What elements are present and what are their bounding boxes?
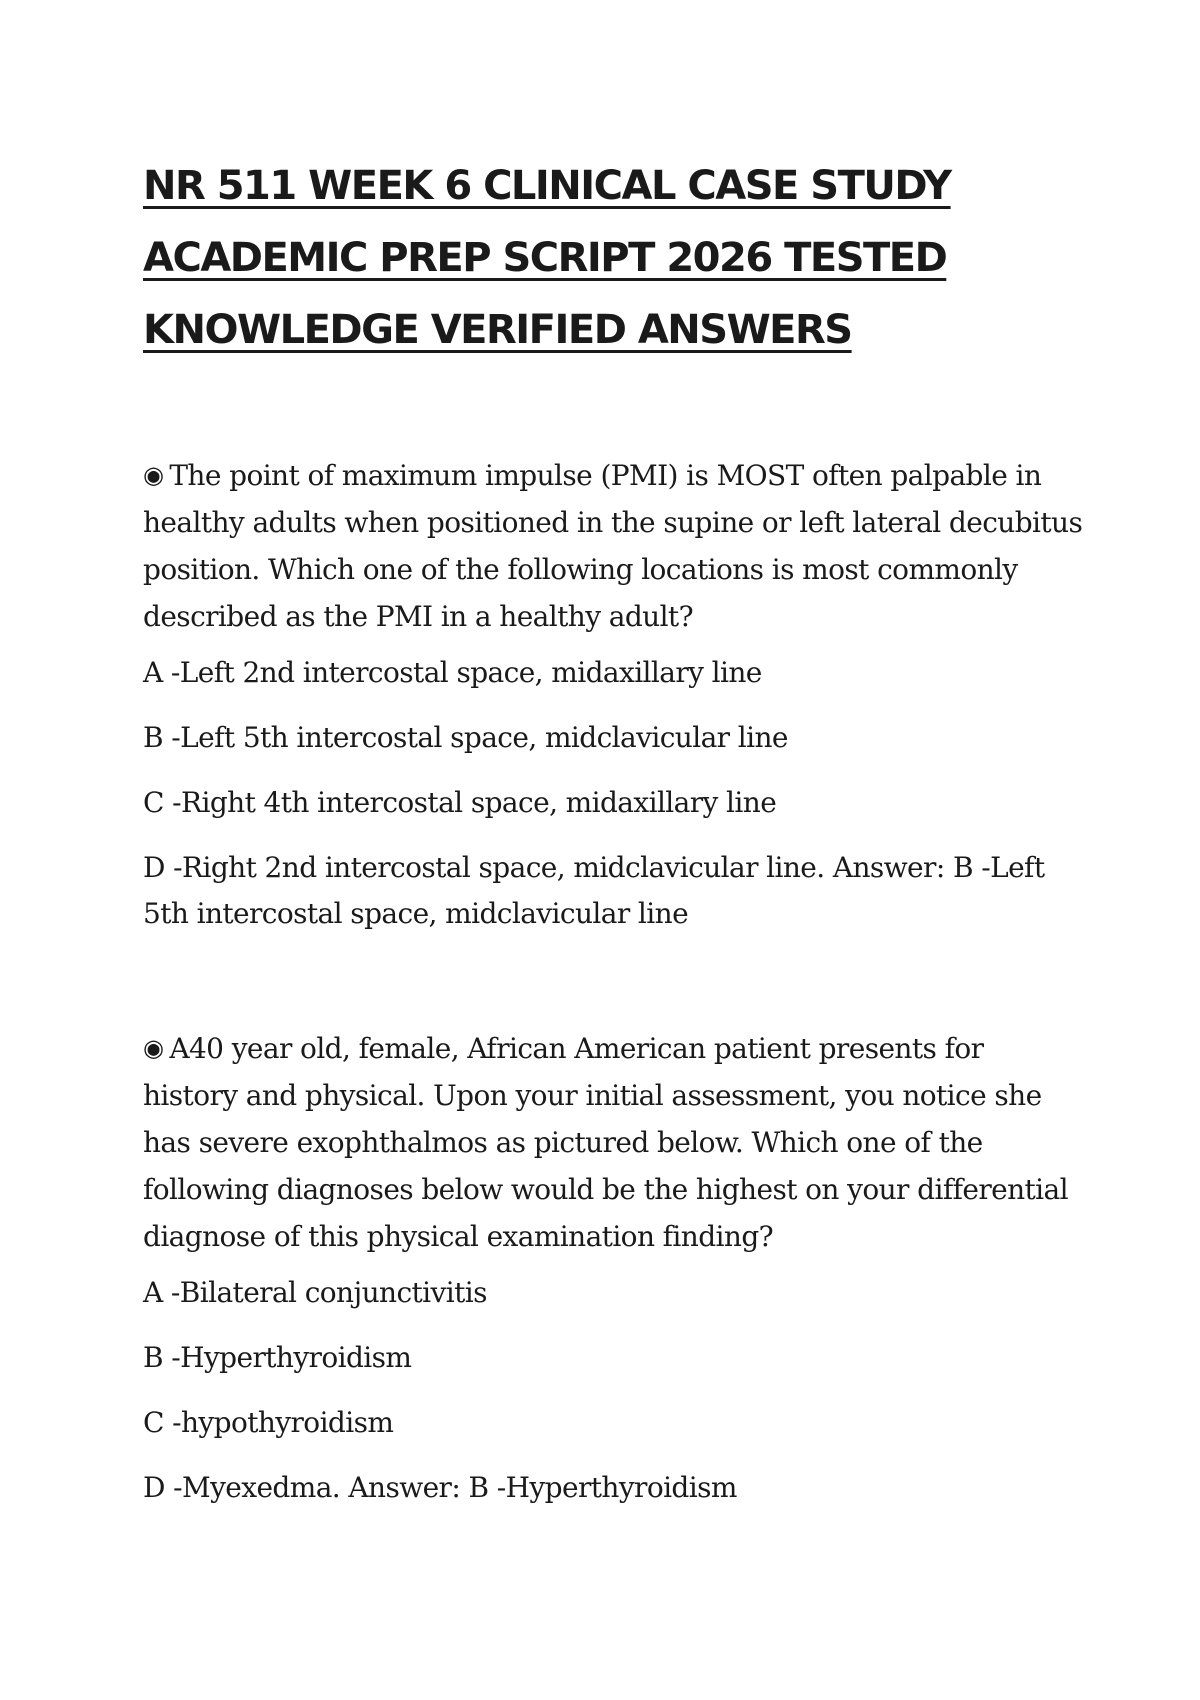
question-block-2	[143, 1025, 1083, 1530]
question-2-text	[143, 1025, 1083, 1260]
title-line-2: ACADEMIC PREP SCRIPT 2026 TESTED	[143, 235, 947, 281]
question-1-option-a: A -Left 2nd intercostal space, midaxillary line	[143, 656, 762, 689]
question-1-option-c: C -Right 4th intercostal space, midaxillary line	[143, 786, 777, 819]
document-title	[143, 150, 1043, 366]
question-2-option-b: B -Hyperthyroidism	[143, 1341, 412, 1374]
title-line-3: KNOWLEDGE VERIFIED ANSWERS	[143, 307, 852, 353]
question-block-1	[143, 452, 1083, 956]
question-1-stem: The point of maximum impulse (PMI) is MOST often palpable in healthy adults when positioned in the supine or left lateral decubitus position. Which one of the following locations is most commonly described as the PMI in a healthy adult?	[143, 459, 1083, 633]
question-1-option-b: B -Left 5th intercostal space, midclavicular line	[143, 721, 788, 754]
title-line-1: NR 511 WEEK 6 CLINICAL CASE STUDY	[143, 163, 951, 209]
radio-bullet-icon: ◉	[143, 461, 164, 489]
question-2-option-c: C -hypothyroidism	[143, 1406, 394, 1439]
question-2-stem: A40 year old, female, African American patient presents for history and physical. Upon your initial assessment, you notice she has severe exophthalmos as pictured below. Which one of the following diagnoses below would be the highest on your differential diagnose of this physical examination finding?	[143, 1032, 1068, 1253]
question-1-text	[143, 452, 1083, 640]
question-2-option-a: A -Bilateral conjunctivitis	[143, 1276, 487, 1309]
question-1-option-d-answer: D -Right 2nd intercostal space, midclavicular line. Answer: B -Left 5th intercostal space, midclavicular line	[143, 851, 1045, 930]
question-2-option-d-answer: D -Myexedma. Answer: B -Hyperthyroidism	[143, 1471, 737, 1504]
radio-bullet-icon: ◉	[143, 1034, 164, 1062]
